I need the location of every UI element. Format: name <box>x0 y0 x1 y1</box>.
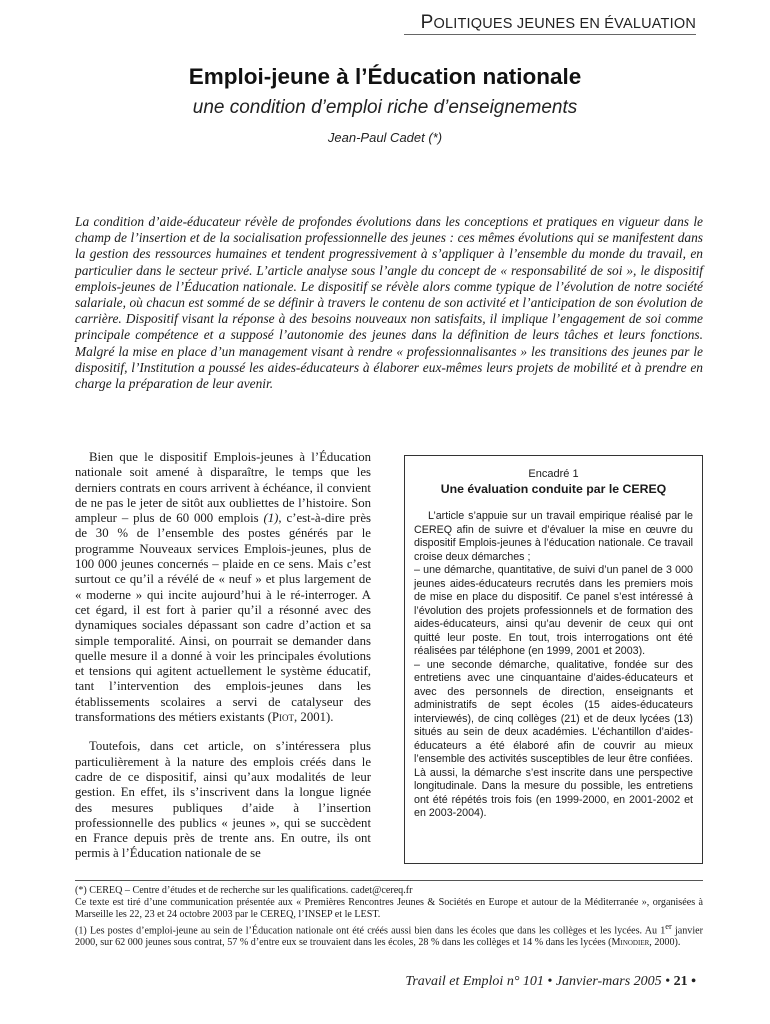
body-paragraph-1-text-c: , 2001). <box>294 710 334 725</box>
footnote-1-text-b: janvier 2000, sur 62 000 jeunes sous contrat, 57 % d’entre eux se trouvaient dans les écoles, 28 % dans les collèges et 14 % dans les lycées ( <box>75 925 703 949</box>
encadre-paragraph-1: L’article s’appuie sur un travail empirique réalisé par le CEREQ afin de suivre et d’évaluer la mise en œuvre du dispositif Emplois-jeunes à l’éducation nationale. Ce travail croise deux démarches ; <box>414 510 693 563</box>
footnote-1-citation: Minodier <box>611 937 650 949</box>
body-paragraph-1 <box>75 450 371 725</box>
footnote-1-sup: er <box>665 922 672 931</box>
article-title: Emploi-jeune à l’Éducation nationale <box>188 64 582 89</box>
body-paragraph-1-text-b: , c’est-à-dire près de 30 % de l’ensemble des postes générés par le programme Nouveaux services Emplois-jeunes, plus de 100 000 jeunes concernés – plaide en ce sens. Mais c’est surtout ce qu’il a révélé de « neuf » et plus largement de « moderne » qui incite aujourd’hui à le ré-interroger. A cet égard, il est fort à parier qu’il a résonné avec des dynamiques sociales dépassant son cadre d’action et sa simple temporalité. Ainsi, on pourrait se demander dans quelle mesure il a donné à voir les principales évolutions et tensions qui agitent actuellement le système éducatif, tant l’intervention des emplois-jeunes dans les établissements scolaires a servi de catalyseur des transformations des métiers existants ( <box>75 511 371 725</box>
footnote-ref-1: (1) <box>263 511 279 526</box>
encadre-body <box>414 510 693 821</box>
encadre-box <box>404 455 703 864</box>
page-number: 21 <box>673 974 688 989</box>
body-paragraph-1-text-a: Bien que le dispositif Emplois-jeunes à l’Éducation nationale soit amené à disparaître, le temps que les derniers contrats en cours arrivent à échéance, il convient de ne pas le jeter de sitôt aux oubliettes de l’histoire. Son ampleur – plus de 60 000 emplois <box>75 450 371 526</box>
abstract: La condition d’aide-éducateur révèle de profondes évolutions dans les conceptions et pratiques en vigueur dans le champ de l’insertion et de la socialisation professionnelle des jeunes : ces mêmes évolutions qui se manifestent dans la gestion des ressources humaines et tendent progressivement à s’appliquer à l’ensemble du monde du travail, en particulier dans le secteur privé. L’article analyse sous l’angle du concept de « responsabilité de soi », le dispositif emplois-jeunes de l’Éducation nationale. Le dispositif se révèle alors comme typique de l’évolution de notre société salariale, où chacun est sommé de se définir à travers le contenu de son activité et l’anticipation de son évolution de carrière. Dispositif visant la réponse à des besoins nouveaux non satisfaits, il implique l’engagement de soi comme principale compétence et a supposé l’autonomie des jeunes dans la définition de leurs tâches et leurs fonctions. Malgré la mise en place d’un management visant à rendre « professionnalisantes » les transitions des jeunes par le dispositif, l’Institution a poussé les aides-éducateurs à élaborer eux-mêmes leurs projets de mobilité et à prendre en charge la préparation de leur avenir. <box>75 214 703 392</box>
footnotes <box>75 885 703 949</box>
running-head-initial: P <box>420 12 434 33</box>
body-paragraph-2: Toutefois, dans cet article, on s’intéressera plus particulièrement à la nature des emplois créés dans le cadre de ce dispositif, ainsi qu’aux modalités de leur gestion. En effet, ils s’inscrivent dans la longue lignée des mesures publiques d’aide à l’insertion professionnelle des publics « jeunes », qui se succèdent en France depuis près de trente ans. En outre, ils ont permis à l’Éducation nationale de se <box>75 739 371 861</box>
journal-reference: Travail et Emploi n° 101 • Janvier-mars 2005 • <box>405 974 674 989</box>
footnote-rule <box>75 880 703 881</box>
encadre-paragraph-3: – une seconde démarche, qualitative, fondée sur des entretiens avec une cinquantaine d’aides-éducateurs et avec des personnels de direction, enseignants et administratifs de sept écoles (15 aides-éducateurs interviewés), de cinq collèges (21) et de deux lycées (13) situés au sein de deux académies. L’échantillon d’aides-éducateurs a été élaboré afin de couvrir au mieux l’ensemble des activités susceptibles de leur être confiées. Là aussi, la démarche s’est inscrite dans une perspective longitudinale. Dans la mesure du possible, les entretiens ont été répétés trois fois (en 1999-2000, en 2001-2002 et en 2003-2004). <box>414 658 693 819</box>
footnote-1-text-a: (1) Les postes d’emploi-jeune au sein de l’Éducation nationale ont été créés aussi bien dans les écoles que dans les collèges et les lycées. Au 1 <box>75 925 666 937</box>
footnote-1 <box>75 921 703 949</box>
citation-author: Piot <box>271 710 295 725</box>
footnote-star-continued: Ce texte est tiré d’une communication présentée aux « Premières Rencontres Jeunes & Sociétés en Europe et autour de la Méditerranée », organisées à Marseille les 22, 23 et 24 octobre 2003 par le CEREQ, l’INSEP et le LEST. <box>75 897 703 920</box>
encadre-title: Une évaluation conduite par le CEREQ <box>440 481 667 496</box>
page-footer-bullet: • <box>687 974 696 989</box>
encadre-label: Encadré 1 <box>528 468 579 480</box>
running-head-rule <box>404 34 696 35</box>
running-head-rest: OLITIQUES JEUNES EN ÉVALUATION <box>433 16 696 32</box>
running-head <box>421 12 696 34</box>
page-footer <box>405 974 696 990</box>
footnote-star: (*) CEREQ – Centre d’études et de recherche sur les qualifications. cadet@cereq.fr <box>75 885 413 896</box>
article-subtitle: une condition d’emploi riche d’enseignements <box>192 97 578 118</box>
body-column <box>75 450 371 862</box>
footnote-1-text-c: , 2000). <box>649 937 681 949</box>
encadre-paragraph-2: – une démarche, quantitative, de suivi d’un panel de 3 000 jeunes aides-éducateurs recrutés dans les premiers mois de mise en place du dispositif. Ce panel s’est intéressé à l’évolution des projets professionnels et de formation des aides-éducateurs, ainsi qu’au devenir de ceux qui ont quitté leur poste. En tout, trois interrogations ont été réalisées par téléphone (en 1999, 2001 et 2003). <box>414 564 693 657</box>
article-author: Jean-Paul Cadet (*) <box>327 130 443 145</box>
